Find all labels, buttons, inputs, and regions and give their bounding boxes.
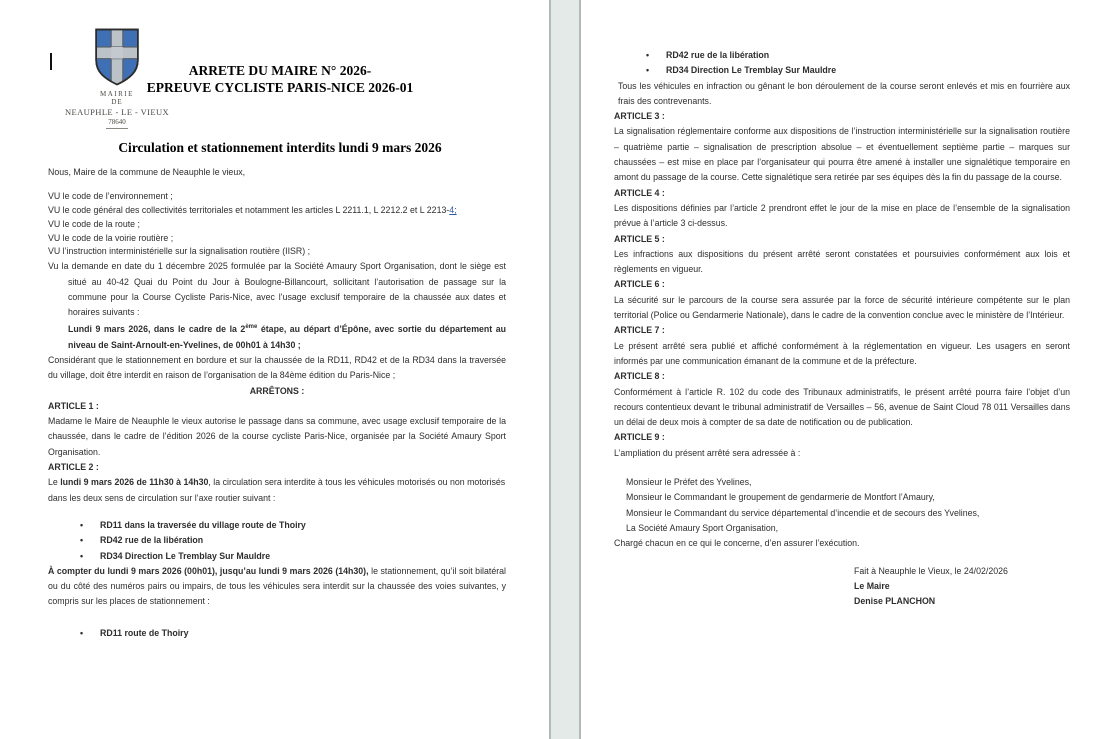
considerant-paragraph: Considérant que le stationnement en bordure et sur la chaussée de la RD11, RD42 et de la RD34 dans la traversée du village, doit être interdit en raison de l’organisation de la 84ème édition du Paris-Nice ; <box>48 354 506 381</box>
article-6-heading: ARTICLE 6 : <box>614 279 665 290</box>
vu-item: VU le code de la route ; <box>48 218 140 229</box>
list-item: • RD11 dans la traversée du village route de Thoiry <box>48 518 506 533</box>
list-item: • RD34 Direction Le Tremblay Sur Mauldre <box>48 549 506 564</box>
recipient: Monsieur le Préfet des Yvelines, <box>626 477 752 488</box>
article-3-heading: ARTICLE 3 : <box>614 111 665 122</box>
page1-body <box>48 165 506 641</box>
arretons-heading: ARRÊTONS : <box>249 385 305 396</box>
signer-name: Denise PLANCHON <box>854 596 936 607</box>
commune-name: NEAUPHLE - LE - VIEUX <box>64 107 170 117</box>
list-item: • RD42 rue de la libération <box>614 48 1070 63</box>
list-item: • RD11 route de Thoiry <box>48 626 506 641</box>
logo-rule <box>106 128 128 129</box>
mairie-label-line1: MAIRIE <box>100 90 134 98</box>
tracked-insertion: 4; <box>449 205 457 216</box>
article-7-heading: ARTICLE 7 : <box>614 325 665 336</box>
vu-item: VU l’instruction interministérielle sur la signalisation routière (IISR) ; <box>48 246 311 257</box>
page-gap <box>549 0 581 739</box>
recipient: Monsieur le Commandant le groupement de gendarmerie de Montfort l’Amaury, <box>626 492 935 503</box>
article-8-heading: ARTICLE 8 : <box>614 371 665 382</box>
signature-block <box>854 564 1070 610</box>
article-2-body: Le lundi 9 mars 2026 de 11h30 à 14h30, la circulation sera interdite à tous les véhicules motorisés ou non motorisés dans les deux sens de circulation sur l’axe routier suivant : <box>48 477 506 503</box>
article-1-body: Madame le Maire de Neauphle le vieux autorise le passage dans sa commune, avec usage exclusif temporaire de la chaussée, dans le cadre de l’édition 2026 de la course cycliste Paris-Nice, organisée par la Société Amaury Sport Organisation. <box>48 416 506 457</box>
fourriere-paragraph: Tous les véhicules en infraction ou gênant le bon déroulement de la course seront enlevés et mis en fourrière aux frais des contrevenants. <box>618 80 1070 106</box>
stationnement-route-list-p1 <box>48 626 506 641</box>
vu-item: VU le code général des collectivités territoriales et notamment les articles L 2211.1, L 2212.2 et L 2213-4; <box>48 205 457 216</box>
recipient-list <box>614 475 1070 536</box>
vu-item: VU le code de la voirie routière ; <box>48 232 174 243</box>
document-title <box>48 63 512 96</box>
place-and-date: Fait à Neauphle le Vieux, le 24/02/2026 <box>854 565 1008 576</box>
article-9-heading: ARTICLE 9 : <box>614 432 665 443</box>
stationnement-paragraph: À compter du lundi 9 mars 2026 (00h01), jusqu’au lundi 9 mars 2026 (14h30), le stationnement, qu’il soit bilatéral ou du côté des numéros pairs ou impairs, de tous les véhicules sera interdit sur la chaussée des voies suivantes, y compris sur les places de stationnement : <box>48 565 506 607</box>
etape-paragraph: Lundi 9 mars 2026, dans le cadre de la 2ème étape, au départ d’Épône, avec sortie du département au niveau de Saint-Arnoult-en-Yvelines, de 00h01 à 14h30 ; <box>68 324 506 350</box>
vu-item: VU le code de l’environnement ; <box>48 191 173 202</box>
article-8-body: Conformément à l’article R. 102 du code des Tribunaux administratifs, le présent arrêté pourra faire l’objet d’un recours contentieux devant le tribunal administratif de Versailles – 56, avenue de Saint Cloud 78 011 Versailles dans un délai de deux mois à compter de sa date de notification ou de publication. <box>614 386 1070 428</box>
article-5-heading: ARTICLE 5 : <box>614 233 665 244</box>
mairie-label-line2: DE <box>111 98 123 106</box>
list-item: • RD42 rue de la libération <box>48 533 506 548</box>
article-9-intro: L’ampliation du présent arrêté sera adressée à : <box>614 447 801 458</box>
article-1-heading: ARTICLE 1 : <box>48 400 99 411</box>
superscript: ème <box>245 324 258 331</box>
document-page-1 <box>0 0 549 739</box>
page2-body <box>614 48 1070 609</box>
postcode: 78640 <box>108 118 126 126</box>
document-page-2 <box>581 0 1104 739</box>
signer-role: Le Maire <box>854 580 890 591</box>
document-title-line2: EPREUVE CYCLISTE PARIS-NICE 2026-01 <box>146 79 414 95</box>
salutation: Nous, Maire de la commune de Neauphle le vieux, <box>48 167 246 177</box>
article-6-body: La sécurité sur le parcours de la course sera assurée par la force de sécurité intérieure compétente sur le plan territorial (Police ou Gendarmerie Nationale), dans le cadre de la convention conclue avec le ministère de l’Intérieur. <box>614 294 1070 321</box>
recipient: Monsieur le Commandant du service départemental d’incendie et de secours des Yvelines, <box>626 507 980 518</box>
charge-paragraph: Chargé chacun en ce qui le concerne, d’en assurer l’exécution. <box>614 538 860 549</box>
vu-list <box>48 190 506 259</box>
article-7-body: Le présent arrêté sera publié et affiché conformément à la réglementation en vigueur. Les usagers en seront informés par une communication émanant de la commune et de la préfecture. <box>614 340 1070 366</box>
demande-paragraph: Vu la demande en date du 1 décembre 2025 formulée par la Société Amaury Sport Organisation, dont le siège est situé au 40-42 Quai du Point du Jour à Boulogne-Billancourt, sollicitant l’autorisation de passage sur la commune pour la Course Cycliste Paris-Nice, avec l’usage exclusif temporaire de la chaussée aux dates et horaires suivants : <box>48 261 506 318</box>
document-subtitle: Circulation et stationnement interdits lundi 9 mars 2026 <box>118 140 442 155</box>
article-3-body: La signalisation réglementaire conforme aux dispositions de l’instruction interministérielle sur la signalisation routière – quatrième partie – signalisation de prescription absolue – et éventuellement septième partie – marques sur chaussées – est mise en place par l’organisateur qui pourra être amené à installer une signalétique temporaire en amont du passage de la course. Cette signalétique sera retirée par ses équipes dès la fin du passage de la course. <box>614 126 1070 183</box>
stationnement-route-list-p2 <box>614 48 1070 79</box>
article-5-body: Les infractions aux dispositions du présent arrêté seront constatées et poursuivies conformément aux lois et règlements en vigueur. <box>614 248 1070 275</box>
article-2-heading: ARTICLE 2 : <box>48 462 99 473</box>
article-4-body: Les dispositions définies par l’article 2 prendront effet le jour de la mise en place de l’ensemble de la signalisation prévue à l’article 3 ci-dessus. <box>614 202 1070 229</box>
recipient: La Société Amaury Sport Organisation, <box>626 522 779 533</box>
list-item: • RD34 Direction Le Tremblay Sur Mauldre <box>614 63 1070 78</box>
article-4-heading: ARTICLE 4 : <box>614 187 665 198</box>
document-title-line1: ARRETE DU MAIRE N° 2026- <box>188 63 372 78</box>
circulation-route-list <box>48 518 506 564</box>
